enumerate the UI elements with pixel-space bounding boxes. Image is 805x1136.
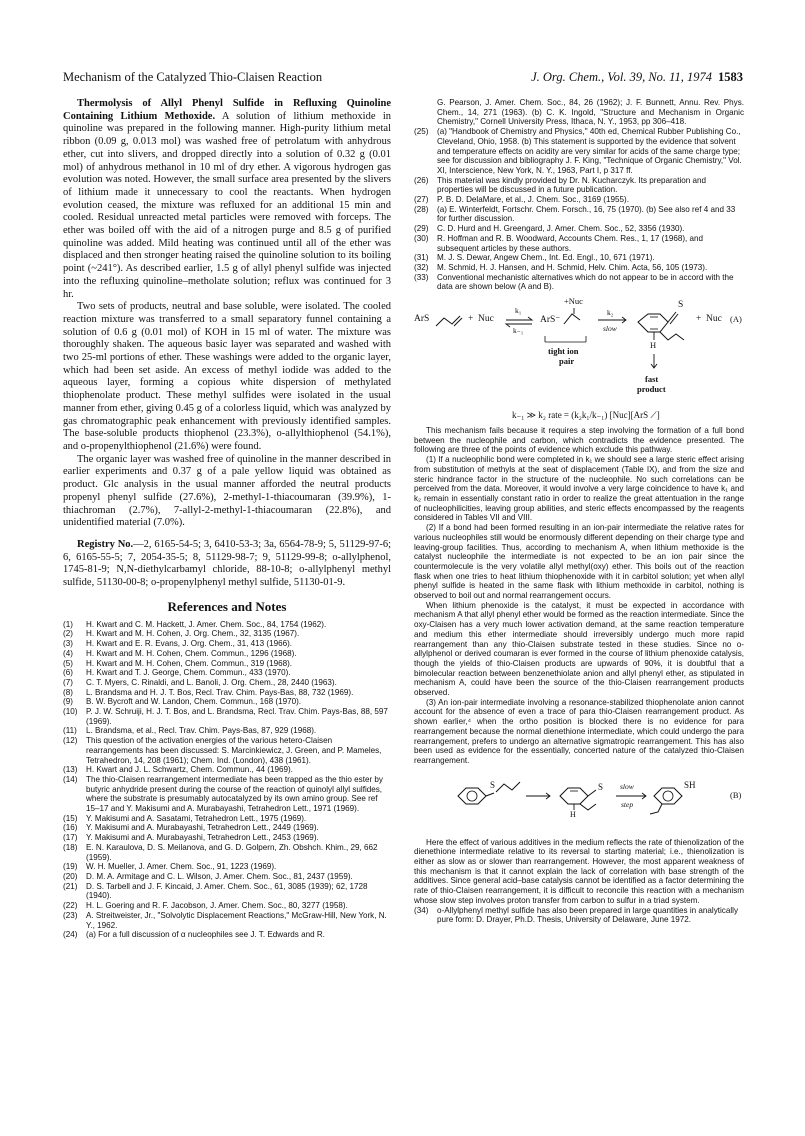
k-minus1-label: k₋₁ [513,326,524,336]
reference-text: P. B. D. DelaMare, et al., J. Chem. Soc., 3169 (1955). [437,195,629,205]
reference-number: (15) [63,813,78,823]
allyl-group-1 [436,316,460,326]
reference-item [414,273,744,292]
reference-item [63,833,391,843]
reference-number: (34) [414,905,429,915]
reference-number: (18) [63,842,78,852]
allyl-group-2 [564,314,580,324]
reference-text: A. Streitweister, Jr., "Solvolytic Displacement Reactions," McGraw-Hill, New York, N. Y., 1962. [86,910,387,930]
reference-item [63,726,391,736]
note-33-point-3: (3) An ion-pair intermediate involving a resonance-stabilized thiophenolate anion cannot account for the absence of even a trace of para thio-Claisen rearrangement product. As shown earlier,⁴ when the ortho position is blocked there is no evidence for para rearrangement because the normal dienethione intermediate, which could undergo the para rearrangement, prefers to undergo an alternative sigmatropic rearrangement. This has also been used as evidence for the essentially, concerted nature of the catalyzed thio-Claisen rearrangement. [414,697,744,765]
reference-item [414,234,744,253]
reference-number: (10) [63,707,78,717]
reference-number: (6) [63,668,73,678]
arrowhead [506,324,510,327]
journal-citation [531,70,743,85]
section-run-in-heading: Thermolysis of Allyl Phenyl Sulfide in Refluxing Quinoline Containing Lithium Methoxide. [63,98,391,122]
rate-expression [414,408,744,426]
sh-label: SH [684,779,696,790]
reference-text: (a) For a full discussion of α nucleophiles see J. T. Edwards and R. [86,930,325,940]
reference-text: D. M. A. Armitage and C. L. Wilson, J. Amer. Chem. Soc., 81, 2437 (1959). [86,872,353,881]
reference-item [414,263,744,273]
reference-number: (28) [414,204,429,214]
journal-name: J. Org. Chem., Vol. 39, No. 11, 1974 [531,70,712,84]
note-33-conclusion: Here the effect of various additives in the medium reflects the rate of thienolization of the dienethione intermediate relative to its reversal to starting material; i.e., thienolization is either as slow as or slower than rearrangement. However, the most apparent weakness of this mechanism is that it cannot explain the lack of correlation with base strength of the additives. Since general acid–base catalysis cannot be identified as a factor determining the rate of thio-Claisen rearrangement, it is difficult to reconcile this reaction with a mechanism whose slow step involves proton transfer from carbon to sulfur in a triad system. [414,837,744,905]
running-head [63,70,743,86]
reference-item [63,765,391,775]
reference-item [63,775,391,814]
reference-item [63,697,391,707]
reference-list-continued [414,127,744,292]
reference-text: The thio-Claisen rearrangement intermediate has been trapped as the thio ester by butyric anhydride present during the course of the reaction of quinolyl allyl sulfides, where the substrate is presumably autocatalyzed by its own amino group. See ref 15–17 and Y. Makisumi and A. Murabayashi, Tetrahedron Lett., 1971 (1969). [86,774,383,814]
reference-item [63,930,391,940]
reference-item [414,253,744,263]
allyl-group [580,804,596,810]
reference-item [63,814,391,824]
reference-item [63,843,391,862]
step-label: step [621,799,634,809]
registry-label: Registry No. [77,538,134,550]
reference-text: H. Kwart and M. H. Cohen, J. Org. Chem., 32, 3135 (1967). [86,629,300,639]
reference-text: P. J. W. Schruiji, H. J. T. Bos, and L. Brandsma, Recl. Trav. Chim. Pays-Bas, 88, 597 (1969). [86,707,388,726]
registry-numbers [63,539,391,590]
registry-text: —2, 6165-54-5; 3, 6410-53-3; 3a, 6564-78-9; 5, 51129-97-6; 6, 6165-55-5; 7, 2054-35-5; 8, 51129-98-7; 9, 51129-99-8; o-allylphenol, 1745-81-9; N,N-diethylcarbamyl chloride, 88-10-8; o-allylphenyl methyl sulfide, 51130-00-8; o-propenylphenyl methyl sulfide, 51130-01-9. [63,538,391,589]
reference-item [63,668,391,678]
nucleophile-label-2: Nuc [706,314,722,325]
rate-equation: k₋₁ ≫ k₂ rate = (k₂k₁/k₋₁) [Nuc][ArS ⟋] [512,410,660,421]
reference-item [63,911,391,930]
reference-text: L. Brandsma, et al., Recl. Trav. Chim. Pays-Bas, 87, 929 (1968). [86,726,317,736]
thiophenol-ring [654,788,682,804]
reference-item [63,688,391,698]
allyl-nuc-label: +Nuc [564,296,583,307]
reference-text: M. Schmid, H. J. Hansen, and H. Schmid, Helv. Chim. Acta, 56, 105 (1973). [437,262,708,272]
reference-text: D. S. Tarbell and J. F. Kincaid, J. Amer. Chem. Soc., 61, 3085 (1939); 62, 1728 (1940). [86,881,368,901]
reference-item [63,649,391,659]
reference-number: (29) [414,224,429,234]
reference-item [63,678,391,688]
note-33-paragraph: This mechanism fails because it requires a step involving the formation of a full bond between the nucleophile and carbon, which contradicts the evidence presented. The following are three of the points of evidence which exclude this pathway. [414,426,744,455]
thione-bond [588,790,596,796]
reference-item [63,823,391,833]
reference-text: H. Kwart and J. L. Schwartz, Chem. Commun., 44 (1969). [86,765,293,775]
nucleophile-label: Nuc [478,314,494,325]
hydrogen-label: H [570,809,576,819]
reference-text: R. Hoffman and R. B. Woodward, Accounts Chem. Res., 1, 17 (1968), and subsequent articles by these authors. [437,233,704,253]
reference-number: (17) [63,833,78,843]
reference-text: H. Kwart and M. H. Cohen, Chem. Commun., 319 (1968). [86,658,293,668]
reference-number: (12) [63,736,78,746]
reference-item [414,224,744,234]
reference-item [63,707,391,726]
reference-text: (a) "Handbook of Chemistry and Physics," 40th ed, Chemical Rubber Publishing Co., Cleveland, Ohio, 1958. (b) This statement is supported by the evidence that solvent and temperature effects on acidity are very similar for acids of the same charge type; see for discussion and bibliography J. F. King, "Technique of Organic Chemistry," Vol. XI, Interscience, New York, N. Y., 1963, Part I, p 317 ff. [437,127,742,175]
reference-text: C. D. Hurd and H. Greengard, J. Amer. Chem. Soc., 52, 3356 (1930). [437,224,685,234]
thione-double [670,314,678,324]
organic-layer-paragraph: The organic layer was washed free of quinoline in the manner described in earlier experiments and 0.37 g of a pale yellow liquid was obtained as product. Glc analysis in the usual manner afforded the neutral products propenyl phenyl sulfide (27.6%), 2-methyl-1-thiacoumaran (39.9%), 1-thiachroman (2.7%), 7-allyl-2-methyl-1-thiacoumaran (22.8%), and unidentified material (7.0%). [63,453,391,529]
reference-number: (2) [63,629,73,639]
reference-number: (11) [63,726,77,736]
note-33-point-2: (2) If a bond had been formed resulting in an ion-pair intermediate the relative rates for various nucleophiles still would be enormously different depending on their charge type and leaving-group facilities. Thus, according to mechanism A, when lithium methoxide is the catalyst nucleophile the intermediate is not expected to be an ion pair since the countermolecule is the very volatile allyl methyl(oxy) ether. This boils out of the reaction flask when one tries to heat lithium thiophenoxide with it in carbitol solution; yet when allyl phenyl sulfide is heated in the same flask with lithium methoxide in carbitol, nothing is observed to boil out and normal rearrangement occurs. [414,523,744,601]
product-label: product [637,384,666,395]
reference-text: This material was kindly provided by Dr. N. Kucharczyk. Its preparation and properties will be discussed in a future publication. [437,175,707,195]
left-column [63,98,391,940]
hydrogen-label: H [650,340,657,351]
sulfur-label-1: S [490,779,496,790]
page-number: 1583 [718,70,743,84]
reference-text: C. T. Myers, C. Rinaldi, and L. Banoli, J. Org. Chem., 28, 2440 (1963). [86,677,337,687]
reference-continuation: G. Pearson, J. Amer. Chem. Soc., 84, 26 (1962); J. F. Bunnett, Annu. Rev. Phys. Chem., 14, 271 (1963). (b) C. K. Ingold, "Structure and Mechanism in Organic Chemistry," Cornell University Press, Ithaca, N. Y., 1953, pp 306–418. [437,98,744,127]
reference-number: (19) [63,862,78,872]
reference-number: (21) [63,881,78,891]
reference-34 [414,906,744,925]
reference-number: (25) [414,127,429,137]
dienethione-ring [560,788,588,804]
reference-text: Y. Makisumi and A. Murabayashi, Tetrahedron Lett., 2449 (1969). [86,823,319,833]
aromatic-circle [663,791,673,801]
paragraph-text: A solution of lithium methoxide in quinoline was prepared in the following manner. High-purity lithium metal ribbon (0.09 g, 0.013 mol) was washed free of petrolatum with anhydrous ether, cut into slivers, and dropped directly into a solution of 0.32 g (0.01 mol) of anhydrous methanol in 10 ml of dry ether. A vigorous hydrogen gas evolution was noted. However, the small surface area presented by the slivers of lithium made it unnecessary to cool the reactants. When hydrogen evolution ceased, the mixture was refluxed for an additional 15 min and cooled. Residual unreacted metal particles were removed with forceps. The ether was boiled off with the aid of a nitrogen purge and 8.5 g of purified quinoline was added. Mild heating was continued until all of the ether was displaced and then stronger heating raised the quinoline solution to its boiling point (~241°). As described earlier, 1.5 g of allyl phenyl sulfide was injected into the refluxing quinoline–metholate solution; reflux was continued for 3 hr. [63,110,391,300]
reference-number: (5) [63,658,73,668]
reference-text: M. J. S. Dewar, Angew Chem., Int. Ed. Engl., 10, 671 (1971). [437,253,655,263]
note-33-phenoxide: When lithium phenoxide is the catalyst, it must be expected in accordance with mechanism A that allyl phenyl ether would be formed as the reaction intermediate. Since the oxy-Claisen has a very much lower activation demand, at the same reaction temperature and medium this ether intermediate should irreversibly undergo much more rapid rearrangement than any thio-Claisen substrate tested in these studies. Since no o-allylphenol or derived coumaran is ever formed in the course of lithium phenoxide catalysis, though the yields of thio-Claisen products are upwards of 90%, it is doubtful that a bimolecular reaction between benzenethiolate anion and allyl phenyl ether, as stipulated in mechanism A, could have been the source of the thio-Claisen rearrangement products observed. [414,600,744,698]
allyl-substituent [650,804,662,814]
reference-number: (16) [63,823,78,833]
thiolate-label: ArS⁻ [540,315,561,326]
reference-number: (8) [63,687,73,697]
reference-item [63,639,391,649]
sulfur-label-2: S [598,781,604,792]
reference-text: E. N. Karaulova, D. S. Meilanova, and G. D. Golpern, Zh. Obshch. Khim., 29, 662 (1959). [86,842,378,862]
reference-number: (22) [63,901,78,911]
reference-number: (7) [63,677,73,687]
reference-item [414,176,744,195]
allyl-chain [496,782,520,792]
reference-text: Y. Makisumi and A. Murabayashi, Tetrahedron Lett., 2453 (1969). [86,833,319,843]
fast-label: fast [645,374,659,385]
benzene-ring-1 [458,788,486,804]
reference-number: (3) [63,639,73,649]
reference-text: B. W. Bycroft and W. Landon, Chem. Commun., 168 (1970). [86,697,302,707]
reference-number: (14) [63,774,78,784]
reference-text: This question of the activation energies of the various hetero-Claisen rearrangements has been discussed: S. Marcinkiewicz, J. Green, and P. Mameles, Tetrahedron, 14, 208 (1961); Chem. Ind. (London), 438 (1961). [86,736,382,765]
pair-label: pair [559,356,575,367]
reference-number: (20) [63,872,78,881]
k1-label: k₁ [515,306,522,316]
plus-sign: + [468,314,474,325]
arS-label: ArS [414,314,430,325]
slow-label: slow [603,324,617,334]
reference-item [63,629,391,639]
reference-item [414,195,744,205]
reference-item [63,736,391,765]
reference-number: (23) [63,910,78,920]
plus-sign-2: + [696,314,702,325]
reference-number: (31) [414,253,429,263]
c-s-bond [486,793,494,796]
reference-number: (27) [414,195,429,205]
note-33-point-1: (1) If a nucleophilic bond were completed in k₁ we should see a large steric effect arising from substitution of methyls at the seat of displacement (Table IX), and from the size and steric hindrance factor in the structure of the nucleophile. No such correlations can be perceived from the data. Moreover, it would involve a very large coincidence to have k₁ and k₂ remain in essentially constant ratio in order to realize the great attentuation in the range of nucleophilicities, leaving group abilities, and steric effects encompassed by the reagents considered in Tables VII and VIII. [414,455,744,523]
thione-bond [668,312,676,322]
reference-number: (26) [414,175,429,185]
reference-item [63,882,391,901]
reference-text: H. Kwart and E. R. Evans, J. Org. Chem., 31, 413 (1966). [86,639,293,649]
reference-text: H. Kwart and T. J. George, Chem. Commun., 433 (1970). [86,668,291,678]
reference-text: H. L. Goering and R. F. Jacobson, J. Amer. Chem. Soc., 80, 3277 (1958). [86,901,348,911]
arrowhead [528,317,532,320]
reference-text: Y. Makisumi and A. Sasatami, Tetrahedron Lett., 1975 (1969). [86,813,307,823]
reference-text: H. Kwart and M. H. Cohen, Chem. Commun., 1296 (1968). [86,648,297,658]
reference-number: (9) [63,697,73,707]
scheme-a-drawing [414,296,744,404]
reference-text: Conventional mechanistic alternatives which do not appear to be in accord with the data are shown below (A and B). [437,272,734,292]
scheme-label-b: (B) [730,789,742,800]
reference-number: (1) [63,619,73,629]
mechanism-scheme-a [414,296,744,404]
double-bond-1 [454,318,462,326]
reference-text: (a) E. Winterfeldt, Fortschr. Chem. Forsch., 16, 75 (1970). (b) See also ref 4 and 33 for further discussion. [437,204,736,224]
reference-item [63,872,391,882]
references-heading: References and Notes [167,598,287,614]
reference-item [414,127,744,176]
mechanism-scheme-b [414,770,744,836]
sulfur-label: S [678,300,684,311]
slow-label: slow [620,781,634,791]
allyl-substituent [660,332,684,340]
aromatic-circle [467,791,477,801]
reference-number: (32) [414,262,429,272]
reference-item [63,901,391,911]
reference-item [414,205,744,224]
reference-number: (4) [63,648,73,658]
products-paragraph: Two sets of products, neutral and base soluble, were isolated. The cooled reaction mixture was transferred to a small separatory funnel containing a solution of 0.6 g (0.01 mol) of KOH in 15 ml of water. The mixture was thoroughly shaken. The aqueous basic layer was separated and washed with two 25-ml portions of ether. These washings were added to the organic layer, which had been set aside. An excess of methyl iodide was added to the aqueous layer, forming a copious white dispersion of methylated thiophenolate product. These methyl sulfides were isolated in the usual manner from ether, giving 0.45 g of a colorless liquid, which was analyzed by gas chromatographic peak enhancement with previously identified samples. The base-soluble products thiophenol (23.3%), o-allylthiophenol (54.1%), and o-propenylthiophenol (21.6%) were found. [63,301,391,452]
reference-text: o-Allylphenyl methyl sulfide has also been prepared in large quantities in analytically pure form: D. Drayer, Ph.D. Thesis, University of Delaware, June 1972. [437,905,738,925]
reference-list [63,620,391,940]
tight-ion-label: tight ion [548,346,579,357]
reference-item [63,659,391,669]
reference-number: (33) [414,272,429,282]
scheme-label-a: (A) [730,314,742,325]
k2-label: k₂ [607,308,614,318]
reference-item [63,862,391,872]
reference-text: W. H. Mueller, J. Amer. Chem. Soc., 91, 1223 (1969). [86,862,277,872]
reference-number: (24) [63,930,78,940]
reference-number: (30) [414,233,429,243]
reference-text: L. Brandsma and H. J. T. Bos, Recl. Trav. Chim. Pays-Bas, 88, 732 (1969). [86,687,354,697]
reference-text: H. Kwart and C. M. Hackett, J. Amer. Chem. Soc., 84, 1754 (1962). [86,619,327,629]
reference-number: (13) [63,765,78,775]
running-title: Mechanism of the Catalyzed Thio-Claisen Reaction [63,70,323,84]
right-column [414,98,744,925]
experimental-paragraph [63,98,391,301]
reference-item [63,620,391,630]
